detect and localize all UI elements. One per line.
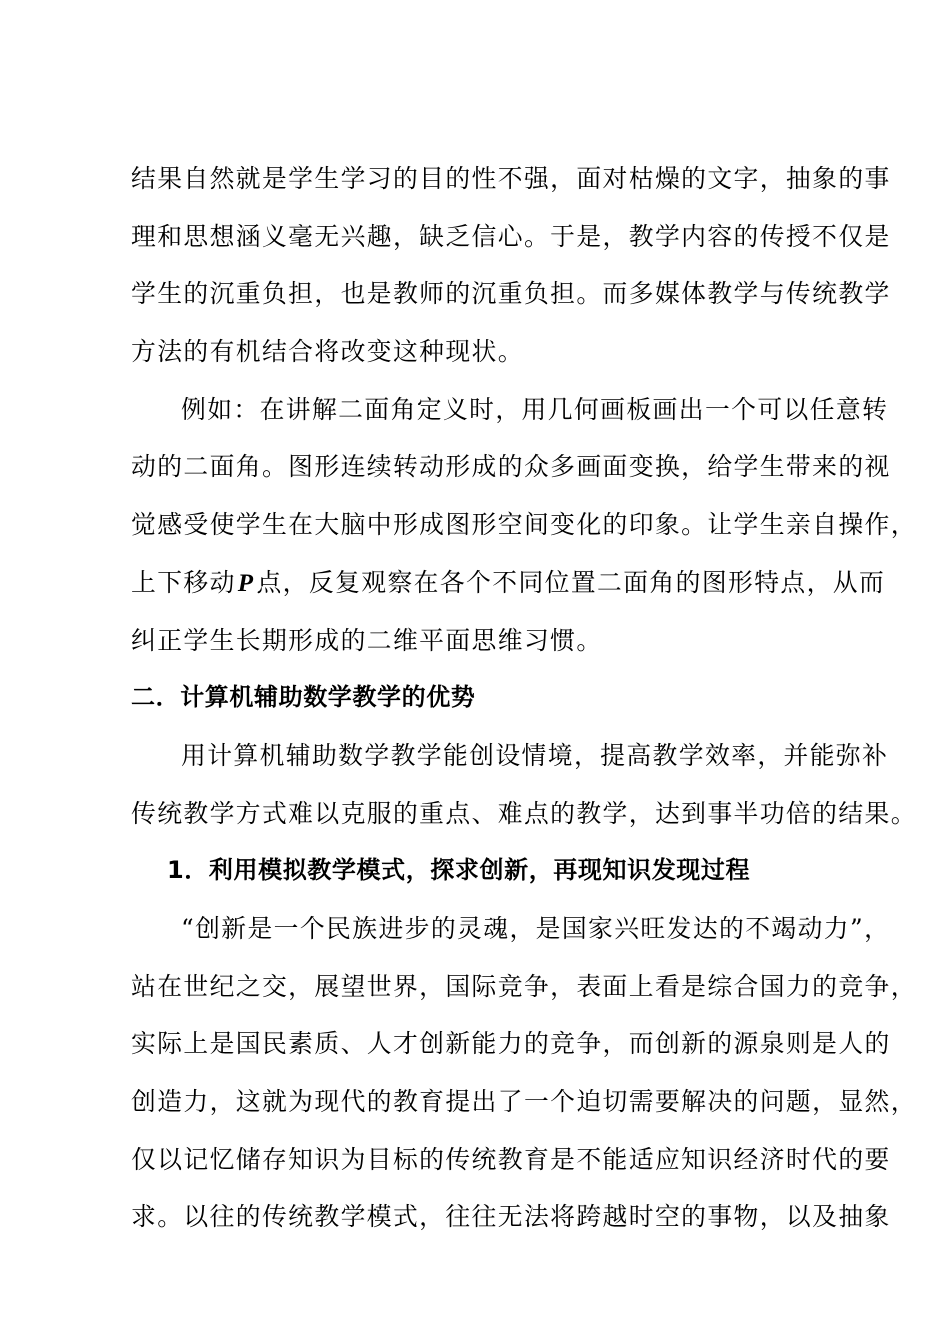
paragraph-line: 仅以记忆储存知识为目标的传统教育是不能适应知识经济时代的要 xyxy=(131,1144,891,1174)
paragraph-line: “创新是一个民族进步的灵魂，是国家兴旺发达的不竭动力”， xyxy=(181,913,891,943)
paragraph-line: 方法的有机结合将改变这种现状。 xyxy=(131,337,524,367)
paragraph-line: 用计算机辅助数学教学能创设情境，提高教学效率，并能弥补 xyxy=(181,740,889,770)
subsection-heading: 1．利用模拟教学模式，探求创新，再现知识发现过程 xyxy=(167,856,751,885)
paragraph-line: 实际上是国民素质、人才创新能力的竞争，而创新的源泉则是人的 xyxy=(131,1029,891,1059)
text-segment: 点，反复观察在各个不同位置二面角的图形特点，从而 xyxy=(256,567,886,597)
section-heading: 二．计算机辅助数学教学的优势 xyxy=(131,683,476,712)
paragraph-line: 学生的沉重负担，也是教师的沉重负担。而多媒体教学与传统教学 xyxy=(131,279,891,309)
paragraph-line: 结果自然就是学生学习的目的性不强，面对枯燥的文字，抽象的事 xyxy=(131,164,891,193)
paragraph-line: 理和思想涵义毫无兴趣，缺乏信心。于是，教学内容的传授不仅是 xyxy=(131,221,891,251)
text-segment: 上下移动 xyxy=(131,567,236,597)
paragraph-line: 觉感受使学生在大脑中形成图形空间变化的印象。让学生亲自操作， xyxy=(131,510,917,540)
paragraph-line: 纠正学生长期形成的二维平面思维习惯。 xyxy=(131,625,603,655)
paragraph-line: 创造力，这就为现代的教育提出了一个迫切需要解决的问题，显然， xyxy=(131,1087,917,1116)
point-variable: P xyxy=(237,569,255,597)
page-body xyxy=(131,150,917,1246)
paragraph-line-with-variable xyxy=(131,554,886,612)
paragraph-line: 求。以往的传统教学模式，往往无法将跨越时空的事物，以及抽象 xyxy=(131,1202,891,1232)
paragraph-line: 动的二面角。图形连续转动形成的众多画面变换，给学生带来的视 xyxy=(131,452,891,482)
paragraph-line: 例如：在讲解二面角定义时，用几何画板画出一个可以任意转 xyxy=(181,394,889,424)
paragraph-line: 站在世纪之交，展望世界，国际竞争，表面上看是综合国力的竞争， xyxy=(131,971,917,1001)
paragraph-line: 传统教学方式难以克服的重点、难点的教学，达到事半功倍的结果。 xyxy=(131,798,917,828)
